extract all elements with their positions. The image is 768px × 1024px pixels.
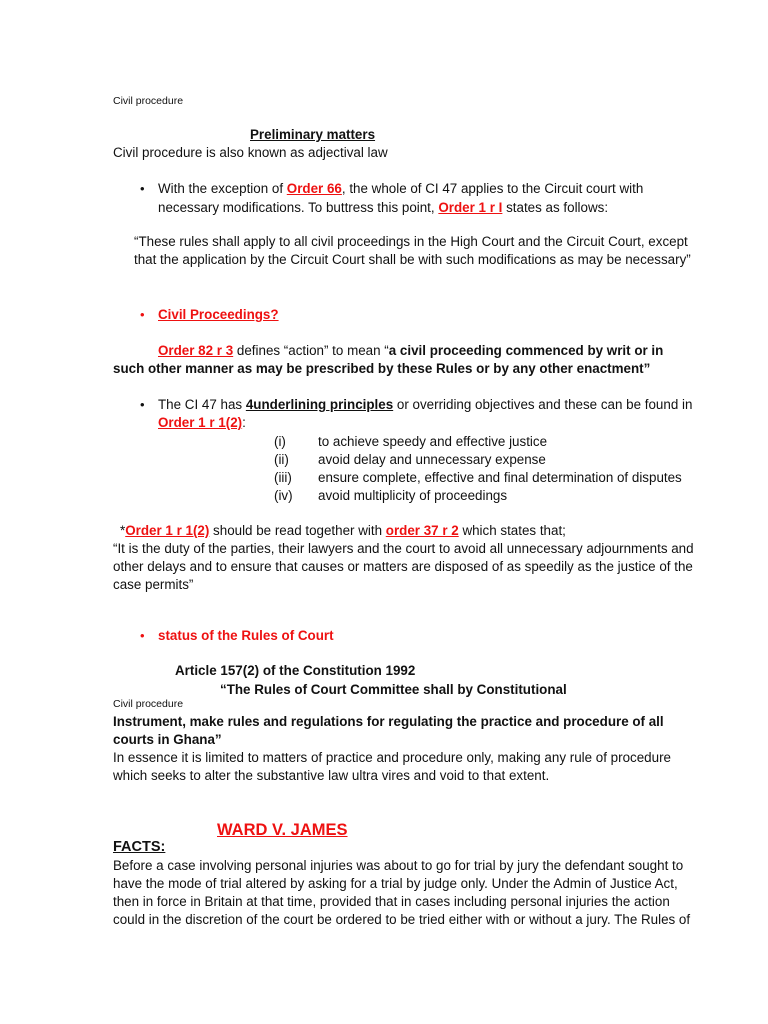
- bullet-marker: •: [140, 181, 145, 196]
- order-reference: Order 1 r I: [438, 200, 503, 215]
- quote-line: other delays and to ensure that causes or matters are disposed of as speedily as the justice of the: [113, 559, 693, 574]
- underlined-term: 4underlining principles: [245, 397, 394, 412]
- bullet-text-line: necessary modifications. To buttress this point, Order 1 r I states as follows:: [158, 200, 609, 215]
- facts-line: could in the discretion of the court be ordered to be tried either with or without a jury. The Rules of: [113, 912, 691, 927]
- quote-line: “These rules shall apply to all civil proceedings in the High Court and the Circuit Court, except: [134, 234, 688, 249]
- subheading-civil-proceedings: Civil Proceedings?: [158, 307, 279, 322]
- list-item: to achieve speedy and effective justice: [318, 434, 548, 449]
- article-quote-line: courts in Ghana”: [113, 732, 222, 747]
- page-header: Civil procedure: [113, 95, 184, 107]
- facts-line: then in force in Britain at that time, provided that in cases including personal injuries the action: [113, 894, 670, 909]
- list-item: ensure complete, effective and final determination of disputes: [318, 470, 682, 485]
- quote-line: that the application by the Circuit Court shall be with such modifications as may be necessary”: [134, 252, 691, 267]
- list-item-number: (i): [274, 434, 286, 449]
- quote-line: “It is the duty of the parties, their lawyers and the court to avoid all unnecessary adjournments and: [113, 541, 694, 556]
- bullet-text-line: Order 1 r 1(2):: [158, 415, 246, 430]
- bullet-marker: •: [140, 628, 145, 643]
- bullet-marker: •: [140, 397, 145, 412]
- essence-line: In essence it is limited to matters of practice and procedure only, making any rule of procedure: [113, 750, 671, 765]
- list-item: avoid delay and unnecessary expense: [318, 452, 546, 467]
- essence-line: which seeks to alter the substantive law ultra vires and void to that extent.: [113, 768, 550, 783]
- order-reference: Order 66: [286, 181, 342, 196]
- page-header: Civil procedure: [113, 698, 184, 710]
- order-reference: Order 1 r 1(2): [158, 415, 243, 430]
- article-heading: Article 157(2) of the Constitution 1992: [175, 663, 416, 678]
- facts-heading: FACTS:: [113, 839, 166, 855]
- section-heading-preliminary: Preliminary matters: [250, 127, 376, 142]
- read-together-line: *Order 1 r 1(2) should be read together with order 37 r 2 which states that;: [120, 523, 566, 538]
- order-reference: order 37 r 2: [385, 523, 459, 538]
- facts-line: Before a case involving personal injuries was about to go for trial by jury the defendant sought to: [113, 858, 684, 873]
- definition-line: such other manner as may be prescribed by these Rules or by any other enactment”: [113, 361, 651, 376]
- bullet-marker: •: [140, 307, 145, 322]
- bullet-text-line: With the exception of Order 66, the whole of CI 47 applies to the Circuit court with: [158, 181, 644, 196]
- list-item: avoid multiplicity of proceedings: [318, 488, 508, 503]
- list-item-number: (iv): [274, 488, 293, 503]
- article-quote-line: Instrument, make rules and regulations for regulating the practice and procedure of all: [113, 714, 664, 729]
- case-title: WARD V. JAMES: [217, 821, 348, 839]
- facts-line: have the mode of trial altered by asking for a trial by judge only. Under the Admin of Justice Act,: [113, 876, 678, 891]
- order-reference: Order 1 r 1(2): [125, 523, 210, 538]
- article-quote-line: “The Rules of Court Committee shall by Constitutional: [220, 682, 567, 697]
- quote-line: case permits”: [113, 577, 194, 592]
- list-item-number: (iii): [274, 470, 292, 485]
- bullet-text-line: The CI 47 has 4underlining principles or overriding objectives and these can be found in: [158, 397, 693, 412]
- order-reference: Order 82 r 3: [158, 343, 234, 358]
- subheading-status-rules: status of the Rules of Court: [158, 628, 334, 643]
- list-item-number: (ii): [274, 452, 289, 467]
- intro-text: Civil procedure is also known as adjectival law: [113, 145, 388, 160]
- definition-line: Order 82 r 3 defines “action” to mean “a civil proceeding commenced by writ or in: [158, 343, 664, 358]
